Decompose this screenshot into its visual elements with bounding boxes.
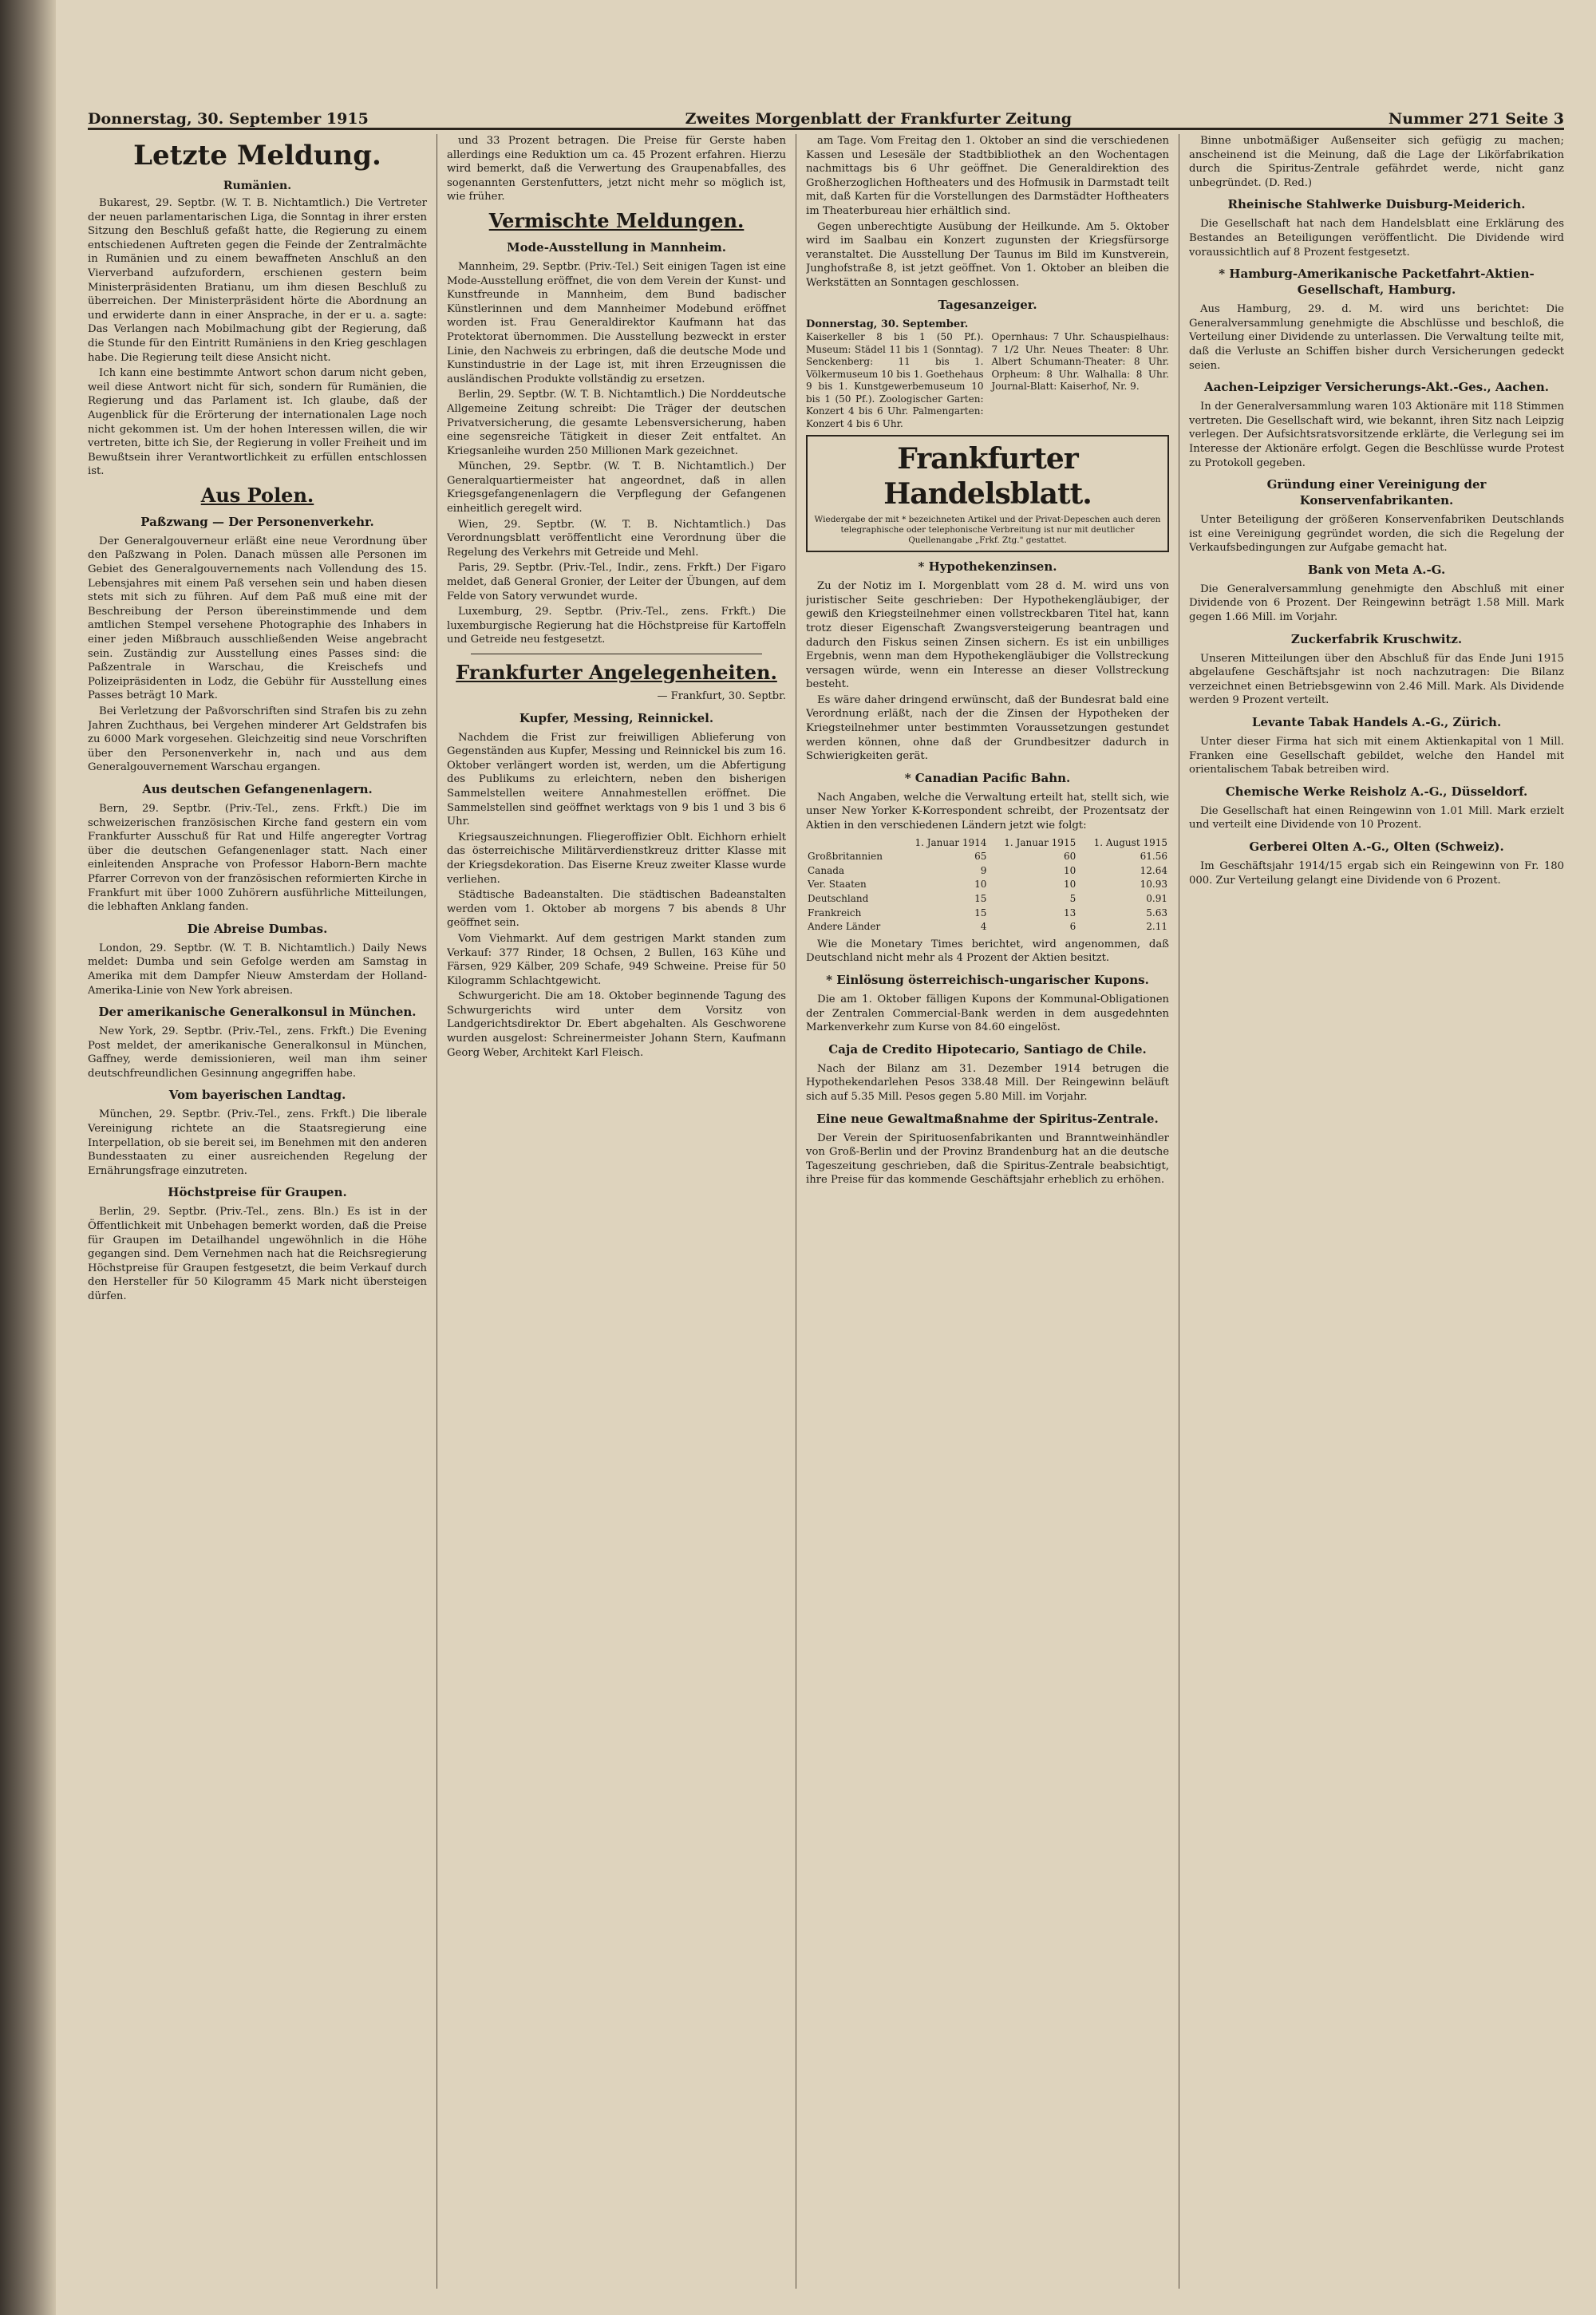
article-paragraph: am Tage. Vom Freitag den 1. Oktober an sind die verschiedenen Kassen und Lesesäle der Stadtbibliothek an den Wochentagen nachmittags bis 6 Uhr geöffnet. Die Generaldirektion des Großherzoglichen Hoftheaters und des Hofmusik in Darmstadt teilt mit, daß Karten für die Vorstellungen des Darmstädter Hoftheaters im Theaterbureau hier erhältlich sind.: [806, 135, 1169, 217]
table-header-cell: 1. Januar 1914: [915, 836, 987, 848]
article-paragraph: Der Generalgouverneur erläßt eine neue Verordnung über den Paßzwang in Polen. Danach müssen alle Personen im Gebiet des Generalgouvernements nach Vollendung des 15. Lebensjahres mit einem Paß versehen sein und haben diesen stets mit sich zu führen. Auf dem Paß muß eine mit der Beschreibung der Person übereinstimmende und dem amtlichen Stempel versehene Photographie des Inhabers in einer jeden Mißbrauch ausschließenden Weise angebracht sein. Zuständig zur Ausstellung eines Passes sind: die Paßzentrale in Warschau, die Kreischefs und Polizeipräsidenten in Lodz, die Gebühr für Ausstellung eines Passes beträgt 10 Mark.: [88, 535, 427, 702]
article-paragraph: Aus Hamburg, 29. d. M. wird uns berichtet: Die Generalversammlung genehmigte die Abschlüsse und beschloß, die Verteilung einer Dividende zu unterlassen. Die Verwaltung teilte mit, daß die Verluste an Schiffen bisher durch Versicherungen gedeckt seien.: [1189, 303, 1564, 372]
table-cell: 60: [1063, 851, 1077, 863]
table-cell: 15: [974, 893, 987, 904]
table-cell: Frankreich: [808, 907, 862, 918]
calendar-left: Kaiserkeller 8 bis 1 (50 Pf.). Museum: Städel 11 bis 1 (Sonntag). Senckenberg: 11 bis 1. Völkermuseum 10 bis 1. Goethehaus 9 bis 1. Kunstgewerbemuseum 10 bis 1 (50 Pf.). Zoologischer Garten: Konzert 4 bis 6 Uhr. Palmengarten: Konzert 4 bis 6 Uhr.: [806, 331, 984, 429]
table-cell: 15: [974, 907, 987, 918]
headline-groats: Höchstpreise für Graupen.: [168, 1185, 347, 1200]
headline-gerberei: Gerberei Olten A.-G., Olten (Schweiz).: [1249, 839, 1504, 854]
headline-meta: Bank von Meta A.-G.: [1307, 562, 1446, 577]
calendar-right: Opernhaus: 7 Uhr. Schauspielhaus: 7 1/2 Uhr. Neues Theater: 8 Uhr. Albert Schumann-Theater: 8 Uhr. Orpheum: 8 Uhr. Walhalla: 8 Uhr. Journal-Blatt: Kaiserhof, Nr. 9.: [991, 331, 1169, 393]
headline-rheinische: Rheinische Stahlwerke Duisburg-Meiderich.: [1227, 197, 1526, 212]
table-cell: 6: [1069, 921, 1077, 933]
table-row: [806, 850, 1169, 864]
table-cell: 5.63: [1146, 907, 1167, 918]
column-3: [806, 134, 1169, 2289]
table-cell: 10: [1063, 879, 1077, 891]
headline-coupons: * Einlösung österreichisch-ungarischer Kupons.: [826, 972, 1149, 987]
article-paragraph: Im Geschäftsjahr 1914/15 ergab sich ein Reingewinn von Fr. 180 000. Zur Verteilung gelangt eine Dividende von 6 Prozent.: [1189, 860, 1564, 887]
table-cell: 65: [974, 851, 987, 863]
article-paragraph: Bei Verletzung der Paßvorschriften sind Strafen bis zu zehn Jahren Zuchthaus, bei Vergehen minderer Art Geldstrafen bis zu 6000 Mark vorgesehen. Gleichzeitig sind neue Vorschriften über den Personenverkehr in, nach und aus dem Generalgouvernement Warschau ergangen.: [88, 705, 427, 774]
article-paragraph: Städtische Badeanstalten. Die städtischen Badeanstalten werden vom 1. Oktober ab morgens 7 bis abends 8 Uhr geöffnet sein.: [447, 889, 786, 930]
article-paragraph: München, 29. Septbr. (Priv.-Tel., zens. Frkft.) Die liberale Vereinigung richtete an die Staatsregierung eine Interpellation, ob sie bereit sei, im Benehmen mit den anderen Bundesstaaten zu einer ausreichenden Regelung der Ernährungsfrage einzutreten.: [88, 1108, 427, 1177]
header-page-number: Nummer 271 Seite 3: [1388, 110, 1564, 128]
headline-consul: Der amerikanische Generalkonsul in München.: [98, 1005, 417, 1020]
article-paragraph: Bern, 29. Septbr. (Priv.-Tel., zens. Frkft.) Die im schweizerischen französischen Kirche fand gestern ein vom Frankfurter Ausschuß für Rat und Hilfe angeregter Vortrag über die deutschen Gefangenenlager statt. Nach einer einleitenden Ansprache von Professor Haborn-Bern machte Pfarrer Correvon von der französischen reformierten Kirche in Frankfurt mit über 1000 Zuhörern ausführliche Mitteilungen, die lebhaften Anklang fanden.: [88, 802, 427, 914]
table-cell: 9: [980, 864, 987, 876]
handelsblatt-title: Frankfurter Handelsblatt.: [883, 442, 1092, 512]
table-cell: 4: [980, 921, 987, 933]
headline-canadian-pacific: * Canadian Pacific Bahn.: [904, 770, 1071, 785]
header-date: Donnerstag, 30. September 1915: [88, 110, 369, 128]
headline-hapag: * Hamburg-Amerikanische Packetfahrt-Aktien-Gesellschaft, Hamburg.: [1219, 267, 1535, 298]
headline-landtag: Vom bayerischen Landtag.: [168, 1088, 346, 1103]
table-cell: Andere Länder: [808, 921, 881, 933]
calendar-date: Donnerstag, 30. September.: [806, 318, 969, 330]
table-cell: Großbritannien: [808, 851, 883, 863]
headline-mortgage: * Hypothekenzinsen.: [918, 559, 1057, 575]
article-paragraph: Luxemburg, 29. Septbr. (Priv.-Tel., zens. Frkft.) Die luxemburgische Regierung hat die Höchstpreise für Kartoffeln und Getreide neu festgesetzt.: [447, 606, 786, 646]
article-paragraph: Schwurgericht. Die am 18. Oktober beginnende Tagung des Schwurgerichts wird unter dem Vorsitz von Landgerichtsdirektor Dr. Ebert abgehalten. Als Geschworene wurden ausgelost: Schreinermeister Johann Stern, Kaufmann Georg Weber, Architekt Karl Fleisch.: [447, 990, 786, 1059]
article-paragraph: Ich kann eine bestimmte Antwort schon darum nicht geben, weil diese Antwort nicht für sich, sondern für Rumänien, die Regierung und das Parlament ist. Ich glaube, daß der Augenblick für die Erörterung der internationalen Lage noch nicht gekommen ist. Um der hohen Interessen willen, die wir vertreten, bitte ich Sie, der Regierung in voller Freiheit und im Bewußtsein ihrer Verantwortlichkeit zu erfüllen entschlossen ist.: [88, 367, 427, 478]
article-paragraph: München, 29. Septbr. (W. T. B. Nichtamtlich.) Der Generalquartiermeister hat angeordnet, daß in allen Kriegsgefangenenlagern die Verpflegung der Gefangenen einheitlich geregelt wird.: [447, 460, 786, 516]
headline-konserven: Gründung einer Vereinigung der Konservenfabrikanten.: [1266, 477, 1487, 508]
article-paragraph: Vom Viehmarkt. Auf dem gestrigen Markt standen zum Verkauf: 377 Rinder, 18 Ochsen, 2 Bullen, 163 Kühe und Färsen, 929 Kälber, 209 Schafe, 949 Schweine. Preise für 50 Kilogramm Schlachtgewicht.: [447, 932, 786, 987]
column-1: [88, 134, 427, 2289]
shareholding-table: [806, 836, 1169, 934]
table-cell: 10.93: [1140, 879, 1167, 891]
header-edition: Zweites Morgenblatt der Frankfurter Zeitung: [685, 110, 1073, 128]
dateline: — Frankfurt, 30. Septbr.: [657, 690, 786, 702]
section-title-local: Frankfurter Angelegenheiten.: [456, 661, 777, 684]
article-paragraph: Wie die Monetary Times berichtet, wird angenommen, daß Deutschland nicht mehr als 4 Prozent der Aktien besitzt.: [806, 938, 1169, 965]
section-title-misc: Vermischte Meldungen.: [488, 208, 745, 232]
article-paragraph: Unter dieser Firma hat sich mit einem Aktienkapital von 1 Mill. Franken eine Gesellschaft gebildet, welche den Handel mit orientalischem Tabak betreiben wird.: [1189, 736, 1564, 776]
table-row: [806, 920, 1169, 934]
table-header-cell: 1. August 1915: [1093, 836, 1167, 848]
reprint-notice: Wiedergabe der mit * bezeichneten Artikel und der Privat-Depeschen auch deren telegraphische oder telephonische Verbreitung ist nur mit deutlicher Quellenangabe „Frkf. Ztg." gestattet.: [814, 515, 1161, 546]
section-title-latest-news: Letzte Meldung.: [133, 140, 381, 172]
article-paragraph: In der Generalversammlung waren 103 Aktionäre mit 118 Stimmen vertreten. Die Gesellschaft wird, wie bekannt, ihren Sitz nach Leipzig verlegen. Der Aufsichtsratsvorsitzende erklärte, die Verlegung sei im Interesse der Aktionäre erfolgt. Gegen die Beschlüsse wurde Protest zu Protokoll gegeben.: [1189, 401, 1564, 469]
table-cell: 13: [1063, 907, 1077, 918]
table-cell: Canada: [808, 864, 845, 876]
article-paragraph: Gegen unberechtigte Ausübung der Heilkunde. Am 5. Oktober wird im Saalbau ein Konzert zugunsten der Kriegsfürsorge veranstaltet. Die Ausstellung Der Taunus im Bild im Kunstverein, Junghofstraße 8, ist jetzt geöffnet. Von 1. Oktober an bleiben die Werkstätten an Sonntagen geschlossen.: [806, 220, 1169, 289]
headline-caja: Caja de Credito Hipotecario, Santiago de Chile.: [828, 1041, 1147, 1057]
article-paragraph: Berlin, 29. Septbr. (Priv.-Tel., zens. Bln.) Es ist in der Öffentlichkeit mit Unbehagen bemerkt worden, daß die Preise für Graupen im Detailhandel ungewöhnlich in die Höhe gegangen sind. Dem Vernehmen nach hat die Reichsregierung Höchstpreise für Graupen festgesetzt, die beim Verkauf durch den Hersteller für 50 Kilogramm 45 Mark nicht übersteigen dürfen.: [88, 1206, 427, 1302]
article-paragraph: Mannheim, 29. Septbr. (Priv.-Tel.) Seit einigen Tagen ist eine Mode-Ausstellung eröffnet, die von dem Verein der Kunst- und Kunstfreunde in Mannheim, dem Bund badischer Künstlerinnen und dem Mannheimer Modebund eröffnet worden ist. Frau Generaldirektor Kaufmann hat das Protektorat übernommen. Die Ausstellung bezweckt in erster Linie, den Nachweis zu erbringen, daß die deutsche Mode und Kunstindustrie in der Lage ist, mit ihren Erzeugnissen die ausländischen Produkte vollständig zu ersetzen.: [447, 260, 786, 385]
handelsblatt-banner: [806, 435, 1169, 552]
article-paragraph: und 33 Prozent betragen. Die Preise für Gerste haben allerdings eine Reduktion um ca. 45 Prozent erfahren. Hierzu wird bemerkt, daß die Verwertung des Graupenabfalles, des sogenannten Gerstenfutters, jetzt nicht mehr so möglich ist, wie früher.: [447, 135, 786, 203]
article-paragraph: Paris, 29. Septbr. (Priv.-Tel., Indir., zens. Frkft.) Der Figaro meldet, daß General Gronier, der Leiter der Übungen, auf dem Felde von Satory verwundet wurde.: [447, 562, 786, 602]
table-row: [806, 878, 1169, 892]
table-cell: 2.11: [1146, 921, 1167, 933]
article-paragraph: Unter Beteiligung der größeren Konservenfabriken Deutschlands ist eine Vereinigung gegründet worden, die sich die Regelung der Verkaufsbedingungen zur Aufgabe gemacht hat.: [1189, 514, 1564, 555]
headline-kruschwitz: Zuckerfabrik Kruschwitz.: [1290, 631, 1463, 646]
article-paragraph: Binne unbotmäßiger Außenseiter sich gefügig zu machen; anscheinend ist die Meinung, daß die Lage der Likörfabrikation durch die Spiritus-Zentrale gefährdet werde, nicht ganz unbegründet. (D. Red.): [1189, 135, 1564, 189]
column-4: [1189, 134, 1564, 2289]
headline-aachen: Aachen-Leipziger Versicherungs-Akt.-Ges., Aachen.: [1204, 380, 1549, 395]
headline-dumba: Die Abreise Dumbas.: [187, 921, 328, 936]
table-row: [806, 907, 1169, 921]
article-paragraph: Es wäre daher dringend erwünscht, daß der Bundesrat bald eine Verordnung erläßt, nach der die Zinsen der Hypotheken der Kriegsteilnehmer unter bestimmten Voraussetzungen gestundet werden können, ohne daß der Grundbesitzer dadurch in Schwierigkeiten gerät.: [806, 693, 1169, 763]
article-paragraph: Nach Angaben, welche die Verwaltung erteilt hat, stellt sich, wie unser New Yorker K-Korrespondent schreibt, der Prozentsatz der Aktien in den verschiedenen Ländern jetzt wie folgt:: [806, 791, 1169, 832]
book-spine-shadow: [0, 0, 56, 2315]
headline-prison-camps: Aus deutschen Gefangenenlagern.: [142, 781, 373, 796]
table-header-row: [806, 836, 1169, 851]
table-row: [806, 892, 1169, 907]
article-paragraph: Berlin, 29. Septbr. (W. T. B. Nichtamtlich.) Die Norddeutsche Allgemeine Zeitung schreibt: Die Träger der deutschen Privatversicherung, die gesamte Lebensversicherung, haben eine segensreiche Tätigkeit in dieser Zeit entfaltet. An Kriegsanleihe wurden 250 Millionen Mark gezeichnet.: [447, 389, 786, 457]
table-cell: 61.56: [1140, 851, 1167, 863]
article-paragraph: Nach der Bilanz am 31. Dezember 1914 betrugen die Hypothekendarlehen Pesos 338.48 Mill. Der Reingewinn beläuft sich auf 5.35 Mill. Pesos gegen 5.80 Mill. im Vorjahr.: [806, 1062, 1169, 1103]
headline-spirit: Eine neue Gewaltmaßnahme der Spiritus-Zentrale.: [816, 1111, 1159, 1126]
headline-poland: Aus Polen.: [200, 483, 314, 507]
table-cell: 5: [1069, 893, 1077, 904]
running-header: [88, 102, 1564, 130]
headline-romania: Rumänien.: [223, 180, 292, 192]
article-paragraph: Nachdem die Frist zur freiwilligen Ablieferung von Gegenständen aus Kupfer, Messing und Reinnickel bis zum 16. Oktober verlängert worden ist, werden, um die Abfertigung des Publikums zu erleichtern, neben den bisherigen Sammelstellen weitere Annahmestellen eröffnet. Die Sammelstellen sind geöffnet werktags von 9 bis 1 und 3 bis 6 Uhr.: [447, 731, 786, 828]
table-cell: 12.64: [1140, 864, 1167, 876]
headline-fashion: Mode-Ausstellung in Mannheim.: [507, 239, 726, 255]
table-cell: 0.91: [1146, 893, 1167, 904]
headline-passport: Paßzwang — Der Personenverkehr.: [140, 514, 374, 529]
table-cell: Deutschland: [808, 893, 869, 904]
article-paragraph: Die am 1. Oktober fälligen Kupons der Kommunal-Obligationen der Zentralen Commercial-Bank werden in dem ausgedehnten Markenverkehr zum Kurse von 84.60 eingelöst.: [806, 993, 1169, 1034]
column-2: [447, 134, 786, 2289]
table-header-cell: [806, 836, 899, 851]
table-cell: 10: [974, 879, 987, 891]
table-cell: 10: [1063, 864, 1077, 876]
article-paragraph: New York, 29. Septbr. (Priv.-Tel., zens. Frkft.) Die Evening Post meldet, der amerikanische Generalkonsul in München, Gaffney, werde demissionieren, weil man ihm seiner deutschfreundlichen Gesinnung angegriffen habe.: [88, 1025, 427, 1080]
table-header-cell: 1. Januar 1915: [1004, 836, 1077, 848]
table-row: [806, 864, 1169, 879]
table-cell: Ver. Staaten: [808, 879, 867, 891]
headline-chemische: Chemische Werke Reisholz A.-G., Düsseldorf.: [1225, 784, 1528, 799]
article-paragraph: Der Verein der Spirituosenfabrikanten und Branntweinhändler von Groß-Berlin und der Provinz Brandenburg hat an die deutsche Tageszeitung geschrieben, daß die Spiritus-Zentrale beabsichtigt, ihre Preise für das kommende Geschäftsjahr erheblich zu erhöhen.: [806, 1132, 1169, 1187]
headline-calendar: Tagesanzeiger.: [938, 297, 1037, 312]
article-paragraph: Die Gesellschaft hat nach dem Handelsblatt eine Erklärung des Bestandes an Beteiligungen veröffentlicht. Die Dividende wird voraussichtlich auf 8 Prozent festgesetzt.: [1189, 218, 1564, 259]
article-paragraph: Bukarest, 29. Septbr. (W. T. B. Nichtamtlich.) Die Vertreter der neuen parlamentarischen Liga, die Sonntag in ihrer ersten Sitzung den Beschluß gefaßt hatte, die Regierung zu einem entschiedenen Auftreten gegen die Feinde der Zentralmächte in Rumänien und zu einem bewaffneten Anschluß an den Vierverband aufzufordern, erschienen gestern beim Ministerpräsidenten Bratianu, um ihm diesen Beschluß zu überreichen. Der Ministerpräsident hörte die Abordnung an und erwiderte dann in einer Ansprache, in der er u. a. sagte: Das Verlangen nach Mobilmachung gibt der Regierung, daß die Stunde für den Eintritt Rumäniens in den Krieg geschlagen habe. Die Regierung teilt diese Ansicht nicht.: [88, 197, 427, 364]
article-paragraph: Kriegsauszeichnungen. Fliegeroffizier Oblt. Eichhorn erhielt das österreichische Militärverdienstkreuz dritter Klasse mit der Kriegsdekoration. Das Eiserne Kreuz zweiter Klasse wurde verliehen.: [447, 831, 786, 886]
article-paragraph: Die Gesellschaft hat einen Reingewinn von 1.01 Mill. Mark erzielt und verteilt eine Dividende von 10 Prozent.: [1189, 804, 1564, 832]
calendar-listing: [806, 331, 1169, 430]
article-paragraph: Die Generalversammlung genehmigte den Abschluß mit einer Dividende von 6 Prozent. Der Reingewinn beträgt 1.58 Mill. Mark gegen 1.66 Mill. im Vorjahr.: [1189, 583, 1564, 624]
article-paragraph: Wien, 29. Septbr. (W. T. B. Nichtamtlich.) Das Verordnungsblatt veröffentlicht eine Verordnung über die Regelung des Verkehrs mit Getreide und Mehl.: [447, 518, 786, 559]
newspaper-page: [56, 0, 1596, 2315]
article-paragraph: Zu der Notiz im I. Morgenblatt vom 28 d. M. wird uns von juristischer Seite geschrieben: Der Hypothekengläubiger, der gewiß den Kriegsteilnehmer einen vollstreckbaren Titel hat, kann trotz dieser Eigenschaft Zwangsversteigerung beantragen und dadurch den Fiskus seinen Zinsen sichern. Es ist ein unbilliges Ergebnis, wenn man dem Hypothekengläubiger die Vollstreckung versagen würde, wenn ein Interesse an dieser Vollstreckung besteht.: [806, 580, 1169, 691]
headline-levante: Levante Tabak Handels A.-G., Zürich.: [1251, 715, 1502, 730]
headline-metal: Kupfer, Messing, Reinnickel.: [519, 710, 714, 725]
article-paragraph: Unseren Mitteilungen über den Abschluß für das Ende Juni 1915 abgelaufene Geschäftsjahr ist noch nachzutragen: Die Bilanz verzeichnet einen Betriebsgewinn von 2.46 Mill. Mark. Als Dividende werden 9 Prozent verteilt.: [1189, 652, 1564, 707]
article-paragraph: London, 29. Septbr. (W. T. B. Nichtamtlich.) Daily News meldet: Dumba und sein Gefolge werden am Samstag in Amerika mit dem Dampfer Nieuw Amsterdam der Holland-Amerika-Linie von New York abreisen.: [88, 942, 427, 997]
